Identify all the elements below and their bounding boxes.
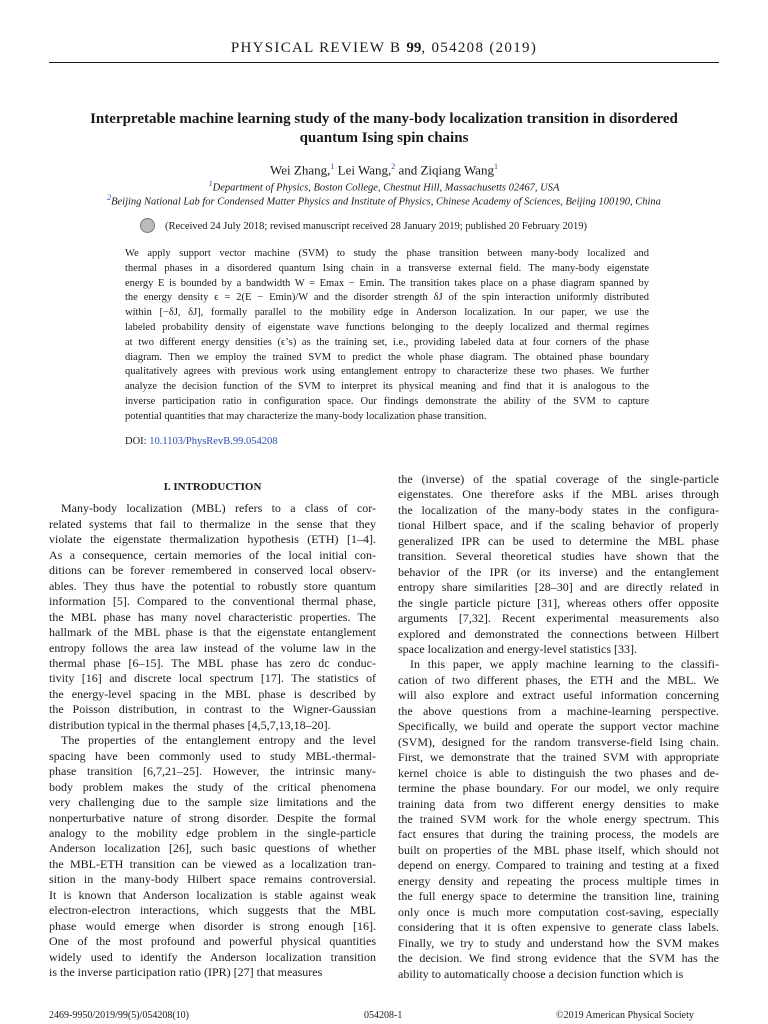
text-line: qualitatively agrees with previous work using entanglement entropy to characterize these two phases. We further: [125, 366, 649, 378]
text-line: very challenging due to the sample size limitations and the: [49, 795, 376, 810]
text-line: considering that it is often expensive to generate class labels.: [398, 920, 719, 935]
text-line: thermal phase [6–15]. The MBL phase has zero dc conduc-: [49, 655, 376, 670]
text-line: tivity [16] and discrete local spectrum [17]. The statistics of: [49, 671, 376, 686]
text-line: the MBL-ETH transition can be viewed as a localization tran-: [49, 856, 376, 871]
text-line: arguments [7,32]. Recent experimental measurements also: [398, 611, 719, 626]
abstract: [125, 247, 649, 425]
text-line: the energy-level spacing in the MBL phase is described by: [49, 686, 376, 701]
text-line: the above questions from a machine-learning perspective.: [398, 703, 719, 718]
text-line: cation of two different phases, the ETH and the MBL. We: [398, 672, 719, 687]
text-line: It is known that Anderson localization is stable against weak: [49, 887, 376, 902]
text-line: energy E is bounded by a bandwidth W = Emax − Emin. The transition takes place on a phase diagram spanned by: [125, 277, 649, 289]
text-line: widely used to identify the Anderson localization transition: [49, 949, 376, 964]
text-line: phase would emerge when disorder is strong enough [16].: [49, 918, 376, 933]
footer-issn: 2469-9950/2019/99(5)/054208(10): [49, 1010, 189, 1021]
text-line: the decision. We find strong evidence that the SVM has the: [398, 951, 719, 966]
text-line: hallmark of the MBL phase is that the eigenstate entanglement: [49, 625, 376, 640]
text-line: tional Hilbert space, and if the scaling behavior of properly: [398, 518, 719, 533]
text-line: behavior of the IPR (or its inverse) and the entanglement: [398, 564, 719, 579]
text-line: space localization and energy-level statistics [33].: [398, 641, 638, 656]
text-line: the localization of the many-body states in the configura-: [398, 502, 719, 517]
text-line: built on properties of the MBL phase itself, which should not: [398, 842, 719, 857]
text-line: will also explore and extract useful information concerning: [398, 688, 719, 703]
text-line: analyze the decision function of the SVM to interpret its physical meaning and find that it is analogous to the: [125, 381, 649, 393]
left-column: [49, 480, 376, 981]
text-line: inverse participation ratio in configuration space. Our findings demonstrate the ability of the SVM to capture: [125, 395, 649, 407]
author-name[interactable]: and Ziqiang Wang: [395, 162, 494, 178]
text-line: distribution typical in the thermal phases [4,5,7,13,18–20].: [49, 717, 331, 732]
journal-name: PHYSICAL REVIEW B: [230, 40, 402, 56]
text-line: depend on energy. Compared to training and testing at a fixed: [398, 858, 719, 873]
text-line: generalized IPR can be used to determine the MBL phase: [398, 533, 719, 548]
text-line: termine the phase boundary. For our model, we only require: [398, 781, 719, 796]
text-line: ditions can be forever remembered in conserved local observ-: [49, 563, 376, 578]
text-line: (SVM), designed for the random transverse-field Ising chain.: [398, 734, 719, 749]
author-name[interactable]: Wei Zhang,: [270, 162, 331, 178]
text-line: The properties of the entanglement entropy and the level: [61, 733, 376, 748]
text-line: the full energy space to determine the transition line, training: [398, 889, 719, 904]
text-line: thermal phases in a disordered quantum Ising chain in a transverse external field. The many-body eigenstate: [125, 262, 649, 274]
doi-link[interactable]: 10.1103/PhysRevB.99.054208: [149, 436, 278, 447]
header-rule: [49, 62, 719, 63]
text-line: at two different energy densities (ϵ’s) as the training set, i.e., providing labeled data at four corners of the phase: [125, 336, 649, 348]
text-line: transition. Several theoretical studies have shown that the: [398, 549, 719, 564]
author-name[interactable]: Lei Wang,: [334, 162, 392, 178]
text-line: the (inverse) of the spatial coverage of the single-particle: [398, 472, 719, 486]
text-line: ables. They thus have the potential to robustly store quantum: [49, 578, 376, 593]
text-line: body problem makes the study of the critical phenomena: [49, 779, 376, 794]
text-line: violate the eigenstate thermalization hypothesis (ETH) [1–4].: [49, 532, 376, 547]
text-line: Anderson localization [26], such basic questions of whether: [49, 841, 376, 856]
text-line: spacing have been commonly used to study MBL-thermal-: [49, 748, 376, 763]
text-line: sition in the many-body Hilbert space remains controversial.: [49, 872, 376, 887]
section-heading: I. INTRODUCTION: [163, 481, 262, 493]
text-line: explored and demonstrated the connections between Hilbert: [398, 626, 719, 641]
paper-title: Interpretable machine learning study of the many-body localization transition in disordered quantum Ising spin chains: [90, 111, 678, 146]
text-line: kernel choice is able to distinguish the two phases and de-: [398, 765, 719, 780]
text-line: energy density and repeating the process multiple times in: [398, 873, 719, 888]
text-line: Finally, we try to study and understand how the SVM makes: [398, 935, 719, 950]
text-line: is the inverse participation ratio (IPR) [27] that measures: [49, 965, 323, 980]
text-line: the MBL phase has many novel characteristic properties. The: [49, 609, 376, 624]
doi-line: DOI: 10.1103/PhysRevB.99.054208: [125, 436, 278, 447]
text-line: training data from two different energy densities to make: [398, 796, 719, 811]
text-line: the Poisson distribution, in contrast to the Wigner-Gaussian: [49, 702, 376, 717]
text-line: only once is much more computation cost-saving, especially: [398, 904, 719, 919]
text-line: Specifically, we build and operate the support vector machine: [398, 719, 719, 734]
text-line: Many-body localization (MBL) refers to a class of cor-: [61, 501, 376, 516]
text-line: In this paper, we apply machine learning to the classifi-: [410, 657, 719, 672]
text-line: First, we demonstrate that the trained SVM with appropriate: [398, 750, 719, 765]
affiliation-1: $^1$Department of Physics, Boston College, Chestnut Hill, Massachusetts 02467, USA: [208, 179, 560, 194]
author-list: Wei Zhang,$^1$ Lei Wang,$^2$ and Ziqiang Wang$^1$: [270, 162, 498, 178]
text-line: phase transition [6,7,21–25]. However, the intrinsic many-: [49, 764, 376, 779]
journal-issue: , 054208 (2019): [421, 40, 538, 56]
text-line: electron-electron interactions, which suggests that the MBL: [49, 903, 376, 918]
text-line: labeled probability density of eigenstate wave functions belonging to the deeply localized and thermal regimes: [125, 321, 649, 333]
text-line: within [−δJ, δJ], formally parallel to the mobility edge in Anderson localization. In our paper, we use the: [125, 307, 649, 319]
journal-volume: 99: [406, 40, 422, 56]
footer-page: 054208-1: [364, 1010, 403, 1021]
text-line: related systems that fail to thermalize in the sense that they: [49, 516, 376, 531]
text-line: eigenstates. One therefore asks if the MBL arises through: [398, 487, 719, 502]
text-line: information [5]. Compared to the conventional thermal phase,: [49, 594, 376, 609]
journal-header: [0, 40, 768, 57]
right-column: [398, 472, 719, 982]
text-line: nonperturbative nature of strong disorder. Despite the formal: [49, 810, 376, 825]
affiliation-2: $^2$Beijing National Lab for Condensed Matter Physics and Institute of Physics, Chinese Academy of Sciences, Beijing 100190, China: [107, 193, 661, 208]
text-line: analogy to the mobility edge problem in the single-particle: [49, 825, 376, 840]
text-line: the single particle picture [31], whereas others offer opposite: [398, 595, 719, 610]
text-line: As a consequence, certain memories of the local initial con-: [49, 547, 376, 562]
text-line: ability to automatically choose a decision function which is: [398, 966, 684, 981]
text-line: the energy density ϵ = 2(E − Emin)/W and the disorder strength δJ of the spin interaction uniformly distributed: [125, 292, 649, 304]
text-line: the trained SVM work for the whole energy spectrum. This: [398, 811, 719, 826]
crossmark-icon[interactable]: [140, 218, 155, 233]
text-line: diagram. Then we employ the trained SVM to predict the whole phase diagram. The obtained phase boundary: [125, 351, 649, 363]
text-line: entropy follows the area law instead of the volume law in the: [49, 640, 376, 655]
footer-copyright: ©2019 American Physical Society: [556, 1010, 694, 1021]
text-line: fact ensures that during the training process, the models are: [398, 827, 719, 842]
text-line: potential quantities that may characterize the many-body localization phase transition.: [125, 410, 487, 422]
text-line: We apply support vector machine (SVM) to study the phase transition between many-body localized and: [125, 248, 649, 259]
text-line: entropy share similarities [28–30] and are directly related in: [398, 580, 719, 595]
text-line: One of the most profound and powerful physical quantities: [49, 934, 376, 949]
